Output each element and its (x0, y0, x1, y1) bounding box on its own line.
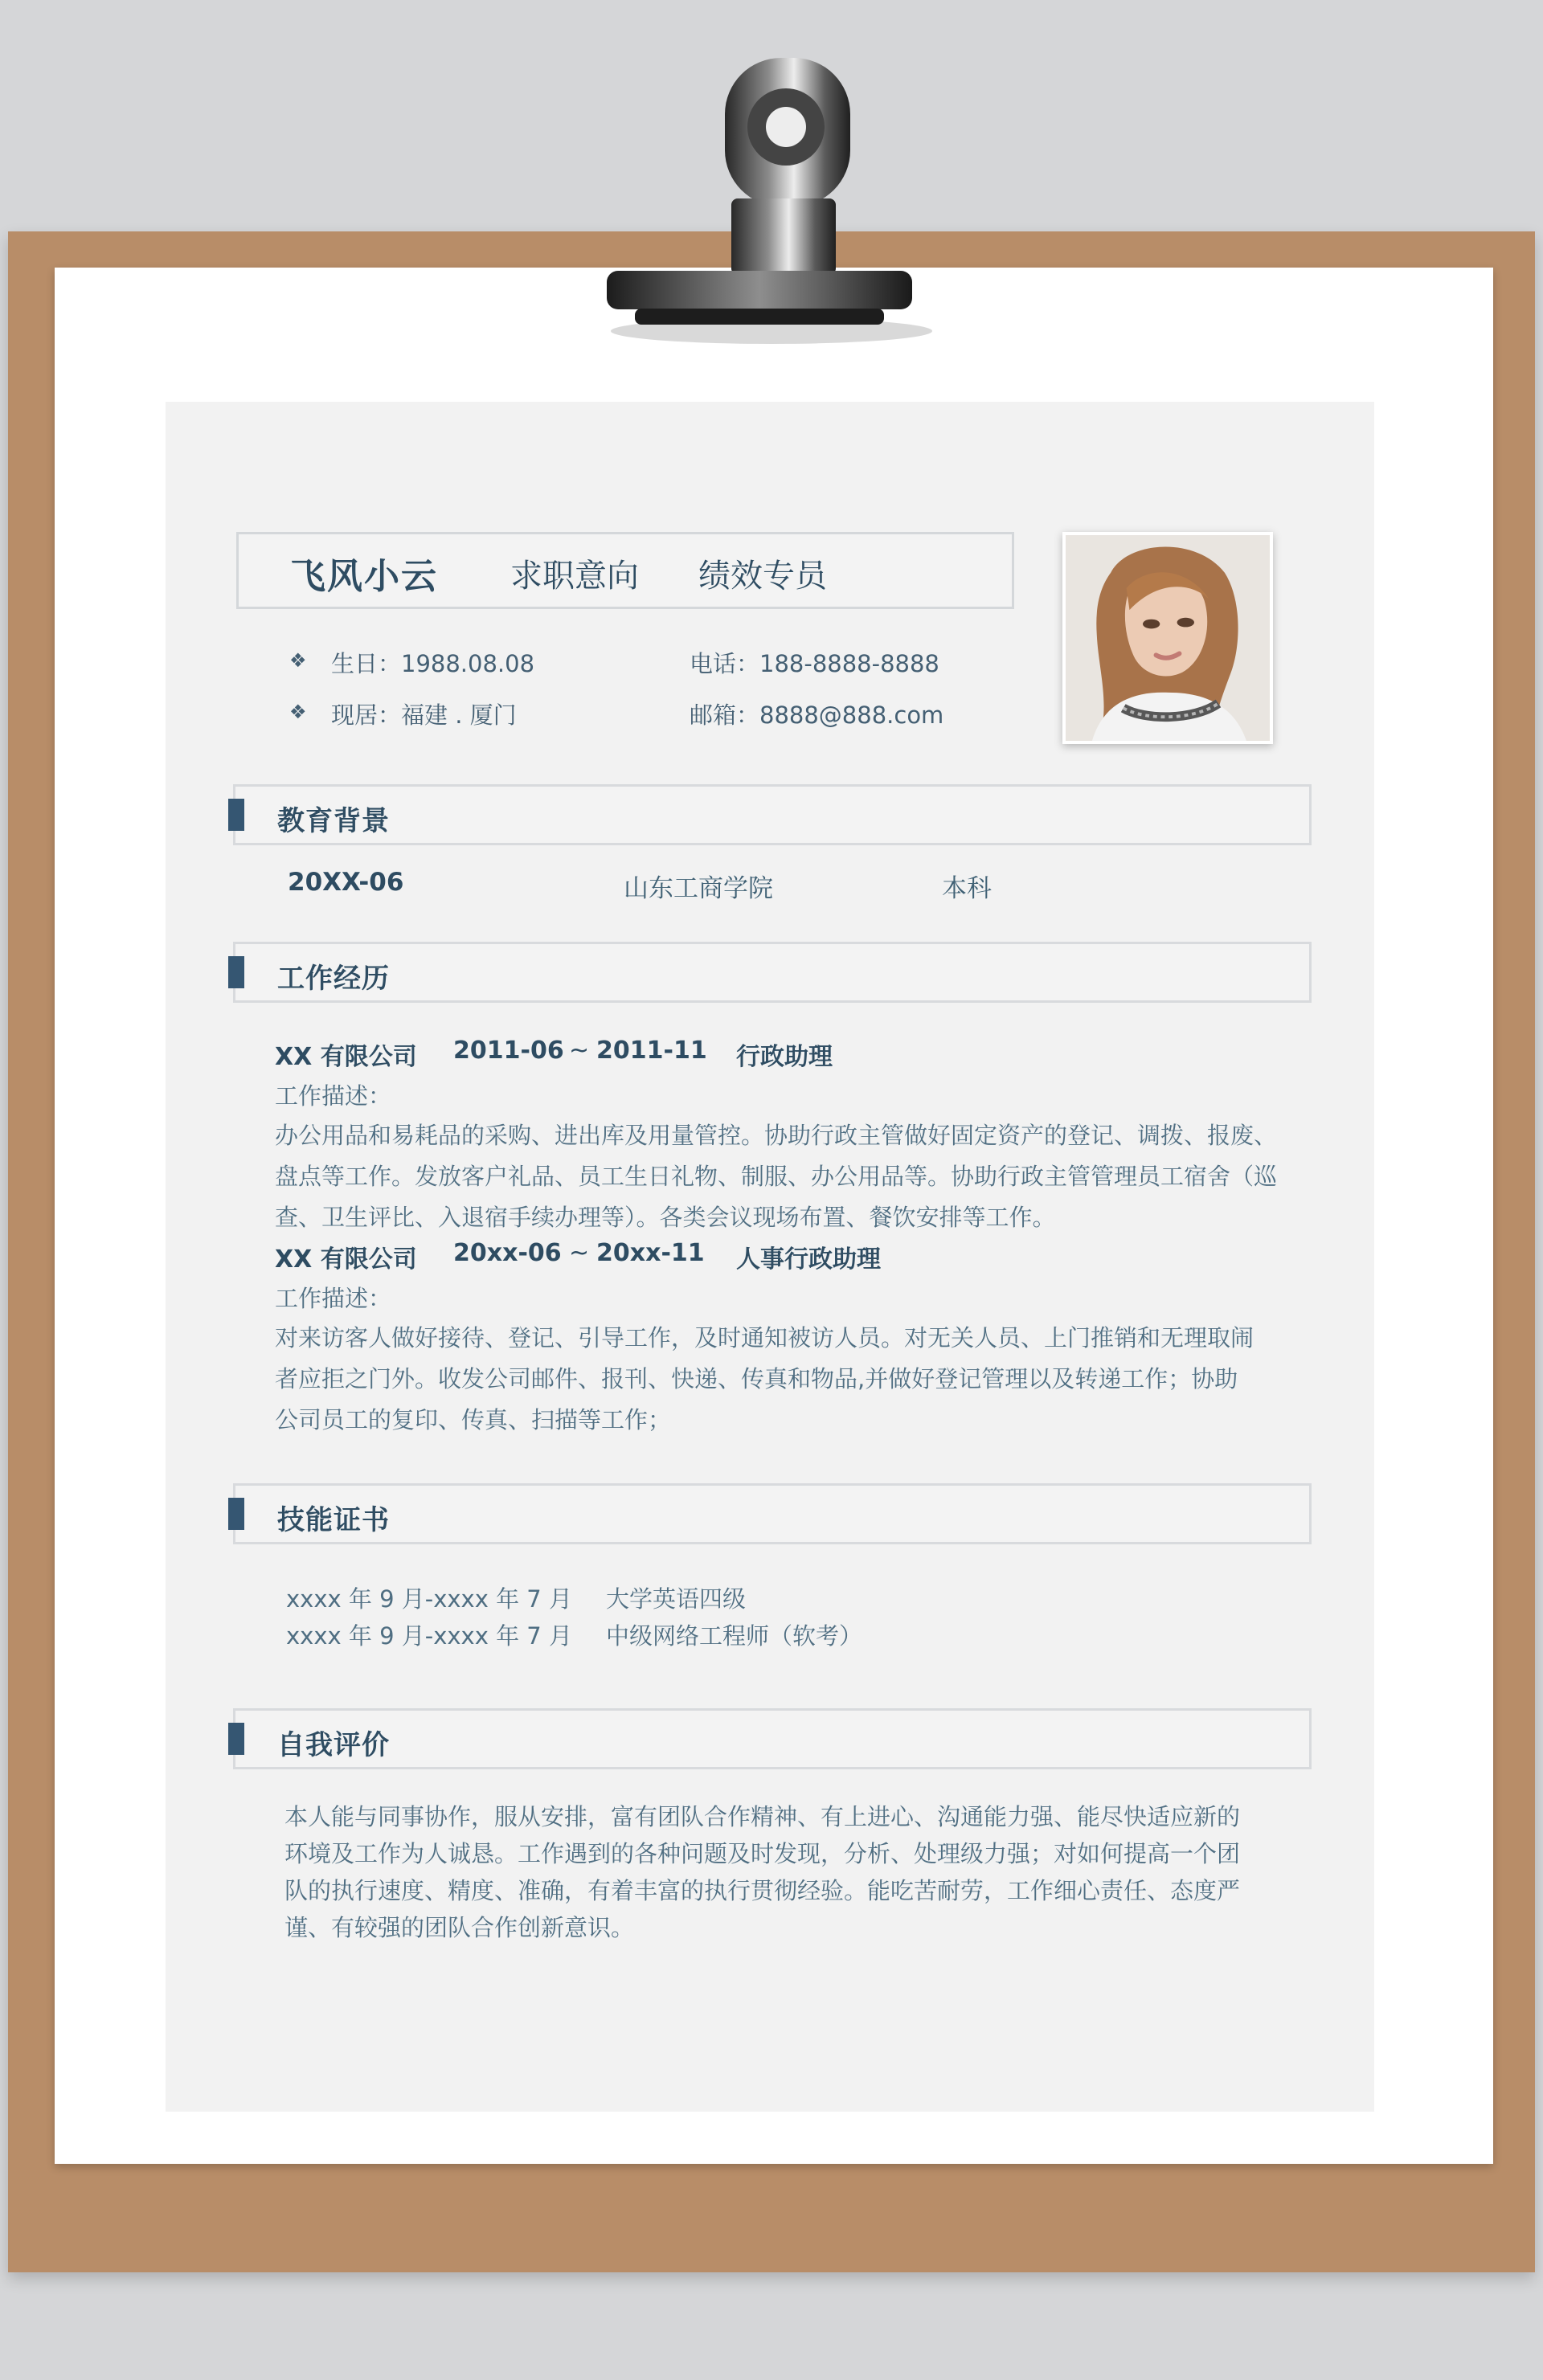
job-intent-value: 绩效专员 (698, 558, 827, 595)
self-evaluation-header (233, 1708, 1312, 1769)
section-title: 教育背景 (277, 805, 390, 837)
self-evaluation-text (284, 1798, 1297, 1946)
job-company: XX 有限公司 (275, 1245, 417, 1274)
job-tilde: ~ (569, 1239, 590, 1267)
email-info: 邮箱：8888@888.com (690, 701, 944, 729)
self-evaluation-line: 本人能与同事协作，服从安排，富有团队合作精神、有上进心、沟通能力强、能尽快适应新的 (284, 1803, 1241, 1830)
description-line: 者应拒之门外。收发公司邮件、报刊、快递、传真和物品,并做好登记管理以及转递工作；协助 (275, 1365, 1238, 1392)
self-evaluation-line: 队的执行速度、精度、准确，有着丰富的执行贯彻经验。能吃苦耐劳，工作细心责任、态度严 (284, 1877, 1241, 1904)
job-description (275, 1318, 1287, 1441)
certificate-date: xxxx 年 9 月-xxxx 年 7 月 (286, 1585, 572, 1613)
binder-clip-icon (579, 50, 948, 355)
job-intent-label: 求职意向 (510, 558, 639, 595)
description-line: 对来访客人做好接待、登记、引导工作，及时通知被访人员。对无关人员、上门推销和无理取闹 (275, 1324, 1254, 1352)
portrait-photo (1062, 532, 1273, 744)
section-title: 自我评价 (277, 1729, 390, 1761)
education-degree: 本科 (942, 874, 992, 903)
job-desc-label: 工作描述： (275, 1082, 392, 1110)
description-line: 盘点等工作。发放客户礼品、员工生日礼物、制服、办公用品等。协助行政主管管理员工宿舍（巡 (275, 1163, 1278, 1190)
job-title: 行政助理 (736, 1043, 833, 1071)
certificate-date: xxxx 年 9 月-xxxx 年 7 月 (286, 1622, 572, 1650)
job-end: 2011-11 (596, 1037, 707, 1065)
birth-info: 生日：1988.08.08 (331, 650, 535, 677)
diamond-bullet-icon: ❖ (289, 701, 307, 723)
job-start: 20xx-06 (453, 1239, 562, 1267)
phone-info: 电话：188-8888-8888 (690, 650, 939, 677)
job-start: 2011-06 (453, 1037, 564, 1065)
section-marker (228, 799, 244, 831)
section-marker (228, 956, 244, 988)
education-date: 20XX-06 (288, 868, 404, 897)
work-header (233, 942, 1312, 1003)
name-box (236, 532, 1014, 609)
residence-info: 现居：福建 . 厦门 (331, 701, 517, 729)
job-title: 人事行政助理 (736, 1245, 881, 1274)
job-end: 20xx-11 (596, 1239, 705, 1267)
education-header (233, 784, 1312, 845)
education-school: 山东工商学院 (624, 874, 773, 903)
candidate-name: 飞风小云 (290, 556, 438, 597)
section-marker (228, 1723, 244, 1755)
section-title: 工作经历 (277, 963, 390, 995)
job-company: XX 有限公司 (275, 1043, 417, 1071)
job-tilde: ~ (569, 1037, 590, 1065)
diamond-bullet-icon: ❖ (289, 649, 307, 672)
job-description (275, 1115, 1287, 1238)
resume-content (166, 402, 1374, 2112)
description-line: 公司员工的复印、传真、扫描等工作； (275, 1406, 672, 1433)
self-evaluation-line: 环境及工作为人诚恳。工作遇到的各种问题及时发现，分析、处理级力强；对如何提高一个团 (284, 1840, 1241, 1867)
certificate-name: 大学英语四级 (606, 1585, 747, 1613)
section-marker (228, 1498, 244, 1530)
section-title: 技能证书 (277, 1504, 390, 1536)
certificate-name: 中级网络工程师（软考） (606, 1622, 863, 1650)
description-line: 办公用品和易耗品的采购、进出库及用量管控。协助行政主管做好固定资产的登记、调拨、报废、 (275, 1122, 1278, 1149)
self-evaluation-line: 谨、有较强的团队合作创新意识。 (284, 1914, 635, 1941)
job-desc-label: 工作描述： (275, 1285, 392, 1312)
description-line: 查、卫生评比、入退宿手续办理等）。各类会议现场布置、餐饮安排等工作。 (275, 1204, 1056, 1231)
skills-header (233, 1483, 1312, 1544)
